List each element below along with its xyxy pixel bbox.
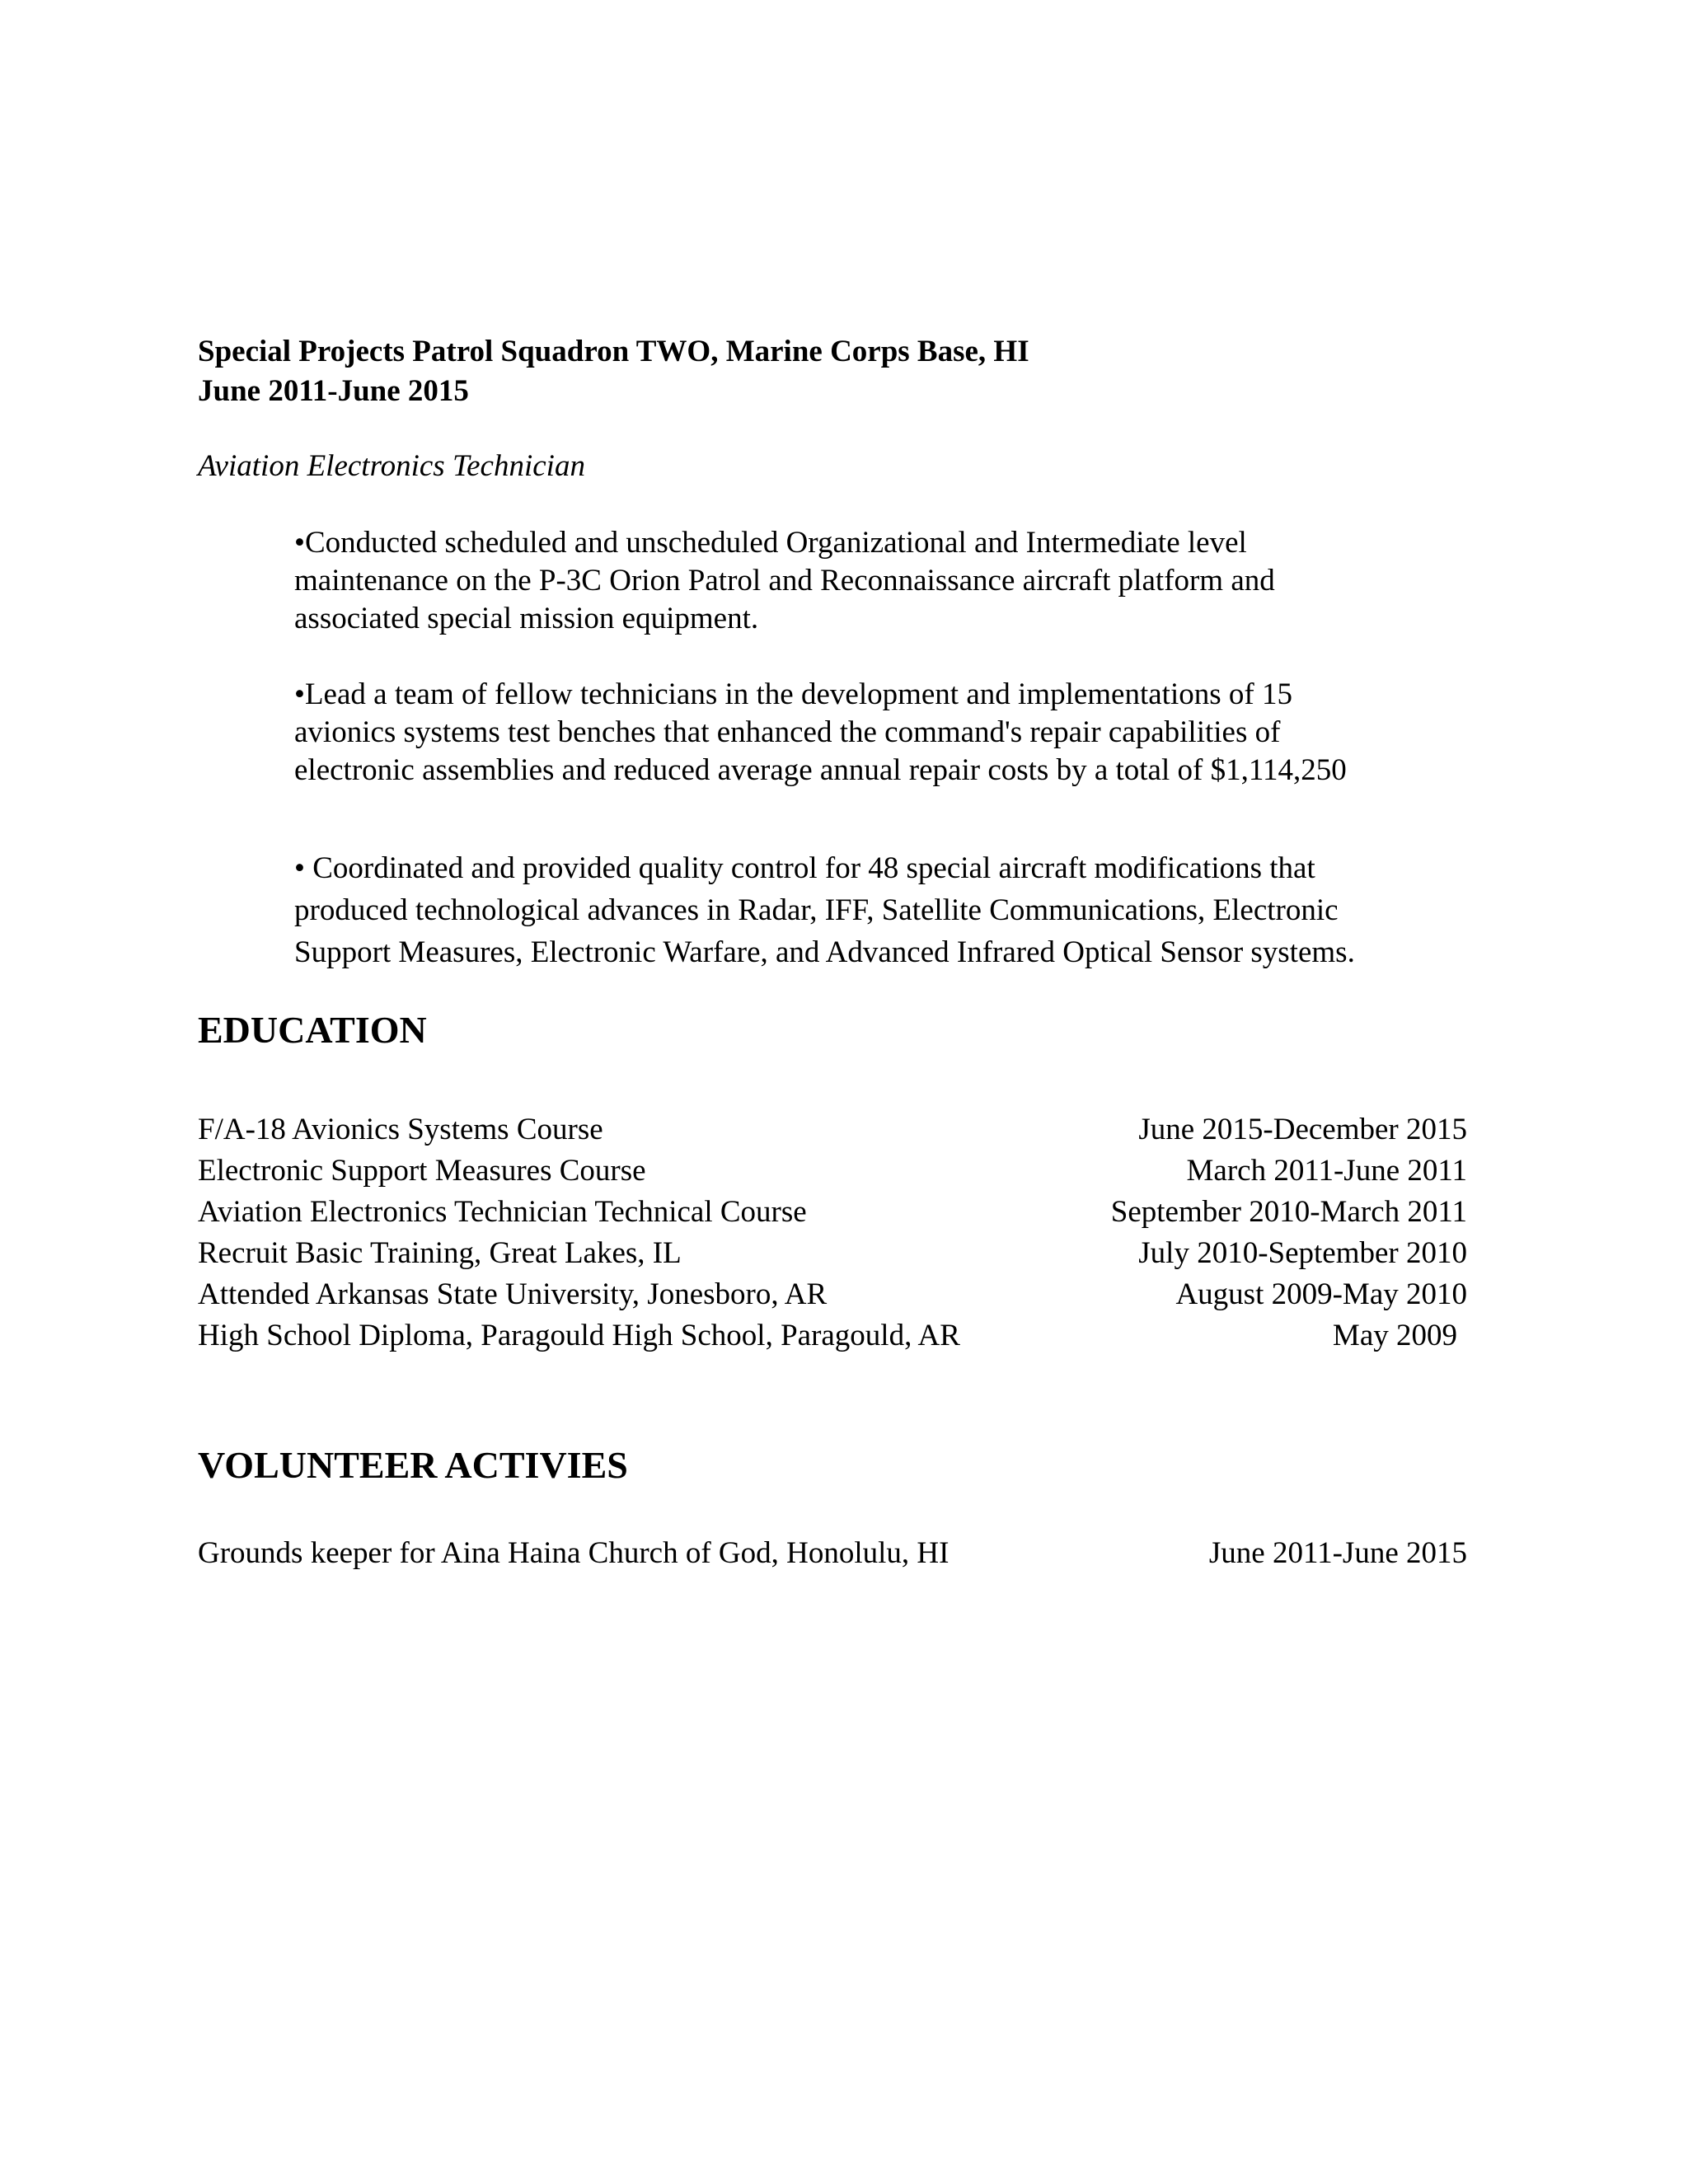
education-dates: September 2010-March 2011	[1110, 1195, 1467, 1229]
volunteer-dates: June 2011-June 2015	[1208, 1536, 1467, 1570]
volunteer-name: Grounds keeper for Aina Haina Church of God, Honolulu, HI	[198, 1536, 950, 1570]
bullet-line: • Coordinated and provided quality control for 48 special aircraft modifications that	[294, 851, 1315, 885]
education-dates: July 2010-September 2010	[1138, 1236, 1467, 1270]
education-heading: EDUCATION	[198, 1009, 427, 1051]
education-dates: May 2009	[1332, 1319, 1457, 1352]
bullet-line: maintenance on the P-3C Orion Patrol and Reconnaissance aircraft platform and	[294, 564, 1275, 598]
education-name: High School Diploma, Paragould High School, Paragould, AR	[198, 1319, 960, 1352]
bullet-line: avionics systems test benches that enhanced the command's repair capabilities of	[294, 715, 1281, 749]
experience-bullet	[294, 524, 1465, 638]
organization-dates: June 2011-June 2015	[198, 374, 469, 408]
education-entry	[198, 1274, 1467, 1315]
organization-name: Special Projects Patrol Squadron TWO, Marine Corps Base, HI	[198, 335, 1029, 368]
education-entry	[198, 1233, 1467, 1274]
education-dates: August 2009-May 2010	[1175, 1277, 1467, 1311]
experience-bullet	[294, 676, 1465, 790]
bullet-line: •Conducted scheduled and unscheduled Organizational and Intermediate level	[294, 526, 1247, 560]
experience-bullet	[294, 847, 1465, 973]
volunteer-heading: VOLUNTEER ACTIVIES	[198, 1444, 628, 1486]
education-entry	[198, 1315, 1467, 1357]
job-title: Aviation Electronics Technician	[198, 449, 585, 483]
education-name: F/A-18 Avionics Systems Course	[198, 1113, 603, 1146]
education-name: Attended Arkansas State University, Jonesboro, AR	[198, 1277, 828, 1311]
education-name: Recruit Basic Training, Great Lakes, IL	[198, 1236, 682, 1270]
education-dates: March 2011-June 2011	[1186, 1154, 1467, 1188]
volunteer-entry	[198, 1533, 1467, 1574]
bullet-line: Support Measures, Electronic Warfare, and Advanced Infrared Optical Sensor systems.	[294, 935, 1355, 969]
bullet-line: associated special mission equipment.	[294, 602, 759, 635]
bullet-line: electronic assemblies and reduced average annual repair costs by a total of $1,114,250	[294, 753, 1347, 787]
education-entry	[198, 1192, 1467, 1233]
education-entry	[198, 1109, 1467, 1151]
education-dates: June 2015-December 2015	[1138, 1113, 1467, 1146]
education-name: Aviation Electronics Technician Technical Course	[198, 1195, 807, 1229]
education-entry	[198, 1151, 1467, 1192]
bullet-line: •Lead a team of fellow technicians in the development and implementations of 15	[294, 677, 1292, 711]
education-name: Electronic Support Measures Course	[198, 1154, 646, 1188]
bullet-line: produced technological advances in Radar, IFF, Satellite Communications, Electronic	[294, 893, 1339, 927]
